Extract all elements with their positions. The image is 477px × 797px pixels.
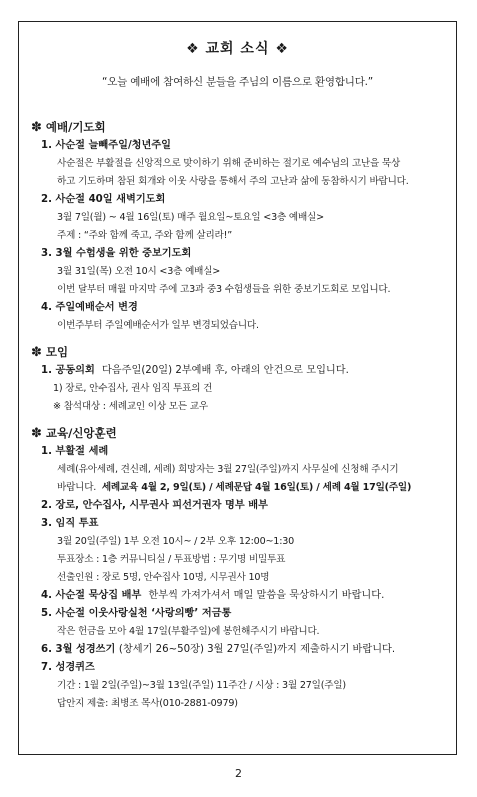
page-title: ❖ 교회 소식 ❖ — [186, 41, 289, 57]
asterisk-icon: ✽ — [31, 426, 42, 441]
item-title: 3. 3월 수험생을 위한 중보기도회 — [41, 248, 192, 259]
asterisk-icon: ✽ — [31, 345, 42, 360]
item-line: 하고 기도하며 참된 회개와 이웃 사랑을 통해서 주의 고난과 삶에 동참하시기 바랍니다. — [57, 176, 409, 187]
item-title: 4. 주일예배순서 변경 — [41, 302, 138, 313]
item-line: 선출인원 : 장로 5명, 안수집사 10명, 시무권사 10명 — [57, 572, 270, 583]
item-title: 1. 사순절 늘빼주일/청년주일 — [41, 140, 172, 151]
item-line: 세례(유아세례, 견신례, 세례) 희망자는 3월 27일(주일)까지 사무실에 신청해 주시기 — [57, 464, 399, 475]
item-line: 투표장소 : 1층 커뮤니티실 / 투표방법 : 무기명 비밀투표 — [57, 554, 286, 565]
item-title-detail: (창세기 26~50장) 3월 27일(주일)까지 제출하시기 바랍니다. — [118, 644, 396, 655]
item-title: 1. 공동의회 다음주일(20일) 2부예배 후, 아래의 안건으로 모입니다. — [41, 365, 349, 376]
item-title: 6. 3월 성경쓰기 (창세기 26~50장) 3월 27일(주일)까지 제출하시기 바랍니다. — [41, 644, 396, 655]
item-line: 주제 : “주와 함께 죽고, 주와 함께 살리라!” — [57, 230, 233, 241]
item-title-detail: 한부씩 가져가셔서 매일 말씀을 묵상하시기 바랍니다. — [148, 590, 385, 601]
item-line-mixed: 바랍니다. 세례교육 4월 2, 9일(토) / 세례문답 4월 16일(토) / 세례 4월 17일(주일) — [57, 482, 412, 493]
item-line: 이번주부터 주일예배순서가 일부 변경되었습니다. — [57, 320, 259, 331]
item-line: 사순절은 부활절을 신앙적으로 맞이하기 위해 준비하는 절기로 예수님의 고난을 묵상 — [57, 158, 401, 169]
asterisk-icon: ✽ — [31, 120, 42, 135]
item-line: 이번 달부터 매월 마지막 주에 고3과 중3 수험생들을 위한 중보기도회로 모입니다. — [57, 284, 391, 295]
item-title: 2. 장로, 안수집사, 시무권사 피선거권자 명부 배부 — [41, 500, 268, 511]
section-heading-education: ✽ 교육/신앙훈련 — [31, 426, 117, 441]
item-title: 7. 성경퀴즈 — [41, 662, 95, 673]
item-title: 2. 사순절 40일 새벽기도회 — [41, 194, 166, 205]
welcome-message: “오늘 예배에 참여하신 분들을 주님의 이름으로 환영합니다.” — [101, 76, 374, 88]
bulletin-content — [31, 114, 449, 713]
item-line: 1) 장로, 안수집사, 권사 임직 투표의 건 — [53, 383, 213, 394]
item-line: 작은 헌금을 모아 4월 17일(부활주일)에 봉헌해주시기 바랍니다. — [57, 626, 320, 637]
page-number: 2 — [235, 767, 242, 780]
item-title: 4. 사순절 묵상집 배부 한부씩 가져가셔서 매일 말씀을 묵상하시기 바랍니다. — [41, 590, 385, 601]
item-line: 3월 7일(월) ~ 4월 16일(토) 매주 월요일~토요일 <3층 예배실> — [57, 212, 324, 223]
item-line: 기간 : 1월 2일(주일)~3월 13일(주일) 11주간 / 시상 : 3월 27일(주일) — [57, 680, 346, 691]
item-title: 3. 임직 투표 — [41, 518, 99, 529]
item-line: 3월 31일(목) 오전 10시 <3층 예배실> — [57, 266, 221, 277]
section-heading-worship: ✽ 예배/기도회 — [31, 120, 106, 135]
item-line: 답안지 제출: 최병조 목사(010-2881-0979) — [57, 698, 238, 709]
item-line: 3월 20일(주일) 1부 오전 10시~ / 2부 오후 12:00~1:30 — [57, 536, 295, 547]
bulletin-frame — [18, 21, 457, 755]
item-title: 1. 부활절 세례 — [41, 446, 109, 457]
section-heading-meetings: ✽ 모임 — [31, 345, 69, 360]
item-line: ※ 참석대상 : 세례교인 이상 모든 교우 — [53, 401, 208, 412]
item-title: 5. 사순절 이웃사랑실천 ‘사랑의빵’ 저금통 — [41, 608, 232, 619]
item-title-detail: 다음주일(20일) 2부예배 후, 아래의 안건으로 모입니다. — [101, 365, 349, 376]
baptism-schedule: 세례교육 4월 2, 9일(토) / 세례문답 4월 16일(토) / 세례 4월 17일(주일) — [101, 482, 412, 493]
